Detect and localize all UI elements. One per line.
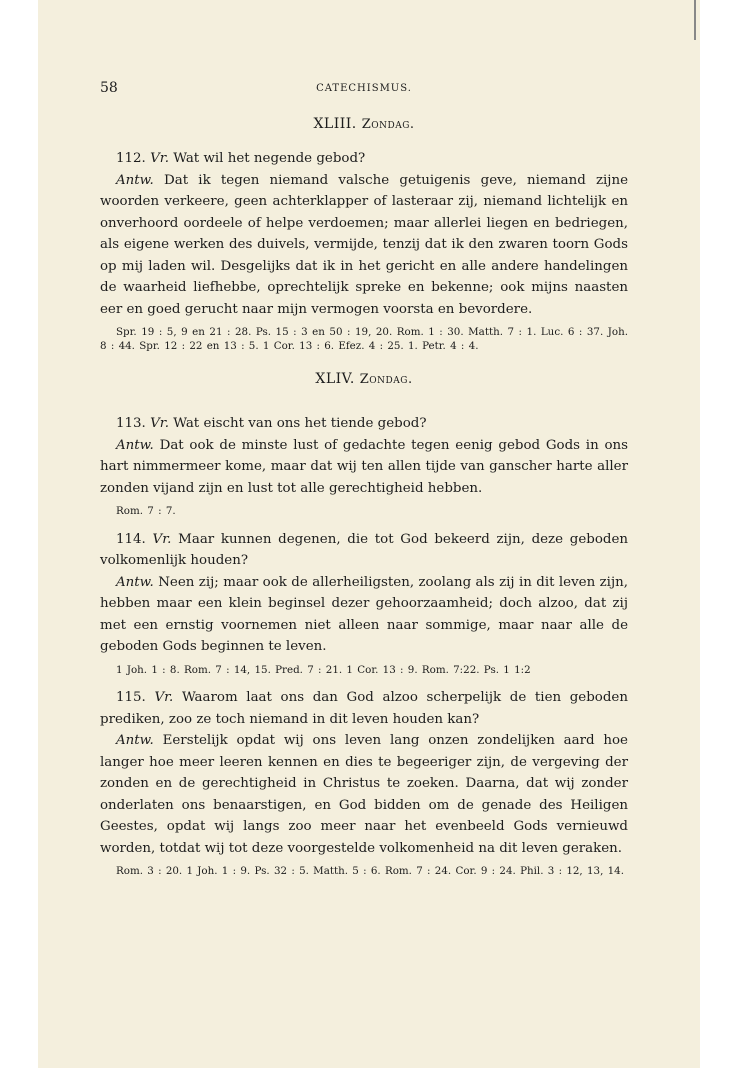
scripture-refs-113: Rom. 7 : 7. bbox=[116, 505, 176, 517]
question-115 bbox=[100, 687, 628, 730]
vr-label: Vr. bbox=[152, 531, 172, 547]
question-text: Waarom laat ons dan God alzoo scherpelijk de tien geboden prediken, zoo ze toch niemand in dit leven houden kan? bbox=[100, 690, 628, 727]
heading-number: XLIV. bbox=[315, 371, 355, 387]
page-number: 58 bbox=[100, 80, 118, 96]
scan-margin-right bbox=[700, 0, 738, 1068]
vr-label: Vr. bbox=[154, 690, 174, 705]
answer-text: Dat ook de minste lust of gedachte tegen eenig gebod Gods in ons hart nimmermeer kome, maar dat wij ten allen tijde van ganscher harte aller zonden vijand zijn en lust tot alle gerechtigheid hebben. bbox=[100, 437, 628, 496]
heading-word: Zondag. bbox=[359, 372, 413, 387]
question-text: Maar kunnen degenen, die tot God bekeerd zijn, deze geboden volkomenlijk houden? bbox=[100, 531, 628, 568]
antw-label: Antw. bbox=[116, 172, 154, 188]
vr-label: Vr. bbox=[150, 416, 169, 431]
question-112 bbox=[100, 148, 628, 170]
page-body bbox=[100, 110, 628, 889]
section-heading-44 bbox=[100, 371, 628, 387]
question-number: 114. bbox=[116, 531, 146, 547]
antw-label: Antw. bbox=[116, 733, 154, 748]
question-113 bbox=[100, 413, 628, 435]
heading-word: Zondag. bbox=[361, 117, 415, 132]
antw-label: Antw. bbox=[116, 437, 154, 453]
question-114 bbox=[100, 529, 628, 572]
scripture-refs-115: Rom. 3 : 20. 1 Joh. 1 : 9. Ps. 32 : 5. Matth. 5 : 6. Rom. 7 : 24. Cor. 9 : 24. Phil. 3 : 12, 13, 14. bbox=[116, 865, 625, 877]
answer-text: Eerstelijk opdat wij ons leven lang onzen zondelijken aard hoe langer hoe meer leeren kennen en dies te begeeriger zijn, de vergeving der zonden en de gerechtigheid in Christus te zoeken. Daarna, dat wij zonder onderlaten ons benaarstigen, en God bidden om de genade des Heiligen Geestes, opdat wij langs zoo meer naar het evenbeeld Gods vernieuwd worden, totdat wij tot deze voorgestelde volkomenheid na dit leven geraken. bbox=[100, 733, 628, 856]
antw-label: Antw. bbox=[116, 574, 154, 590]
answer-112 bbox=[100, 170, 628, 321]
answer-115 bbox=[100, 730, 628, 859]
question-text: Wat wil het negende gebod? bbox=[173, 151, 366, 166]
question-number: 115. bbox=[116, 690, 146, 705]
scripture-refs-112: Spr. 19 : 5, 9 en 21 : 28. Ps. 15 : 3 en 50 : 19, 20. Rom. 1 : 30. Matth. 7 : 1. Luc. 6 : 37. Joh. 8 : 44. Spr. 12 : 22 en 13 : 5. 1 Cor. 13 : 6. Efez. 4 : 25. 1. Petr. 4 : 4. bbox=[100, 326, 628, 352]
page-header bbox=[100, 80, 628, 100]
question-text: Wat eischt van ons het tiende gebod? bbox=[173, 416, 427, 431]
answer-114 bbox=[100, 572, 628, 658]
answer-113 bbox=[100, 435, 628, 500]
scripture-refs-114: 1 Joh. 1 : 8. Rom. 7 : 14, 15. Pred. 7 : 21. 1 Cor. 13 : 9. Rom. 7:22. Ps. 1 1:2 bbox=[116, 663, 531, 676]
vr-label: Vr. bbox=[150, 151, 169, 166]
question-number: 112. bbox=[116, 151, 146, 166]
section-heading-43 bbox=[100, 116, 628, 132]
answer-text: Neen zij; maar ook de allerheiligsten, zoolang als zij in dit leven zijn, hebben maar een klein beginsel dezer gehoorzaamheid; doch alzoo, dat zij met een ernstig voornemen niet alleen naar sommige, maar naar alle de geboden Gods beginnen te leven. bbox=[100, 574, 628, 654]
page-edge-mark bbox=[694, 0, 696, 40]
answer-text: Dat ik tegen niemand valsche getuigenis geve, niemand zijne woorden verkeere, geen achterklapper of lasteraar zij, niemand lichtelijk en onverhoord oordeele of helpe verdoemen; maar allerlei liegen en bedriegen, als eigene werken des duivels, vermijde, tenzij dat ik den zwaren toorn Gods op mij laden wil. Desgelijks dat ik in het gericht en alle andere handelingen de waarheid liefhebbe, oprechtelijk spreke en bekenne; ook mijns naasten eer en goed gerucht naar mijn vermogen voorsta en bevordere. bbox=[100, 172, 628, 317]
scan-margin-left bbox=[0, 0, 38, 1068]
running-title: CATECHISMUS. bbox=[316, 83, 412, 94]
question-number: 113. bbox=[116, 416, 146, 431]
heading-number: XLIII. bbox=[313, 116, 357, 132]
